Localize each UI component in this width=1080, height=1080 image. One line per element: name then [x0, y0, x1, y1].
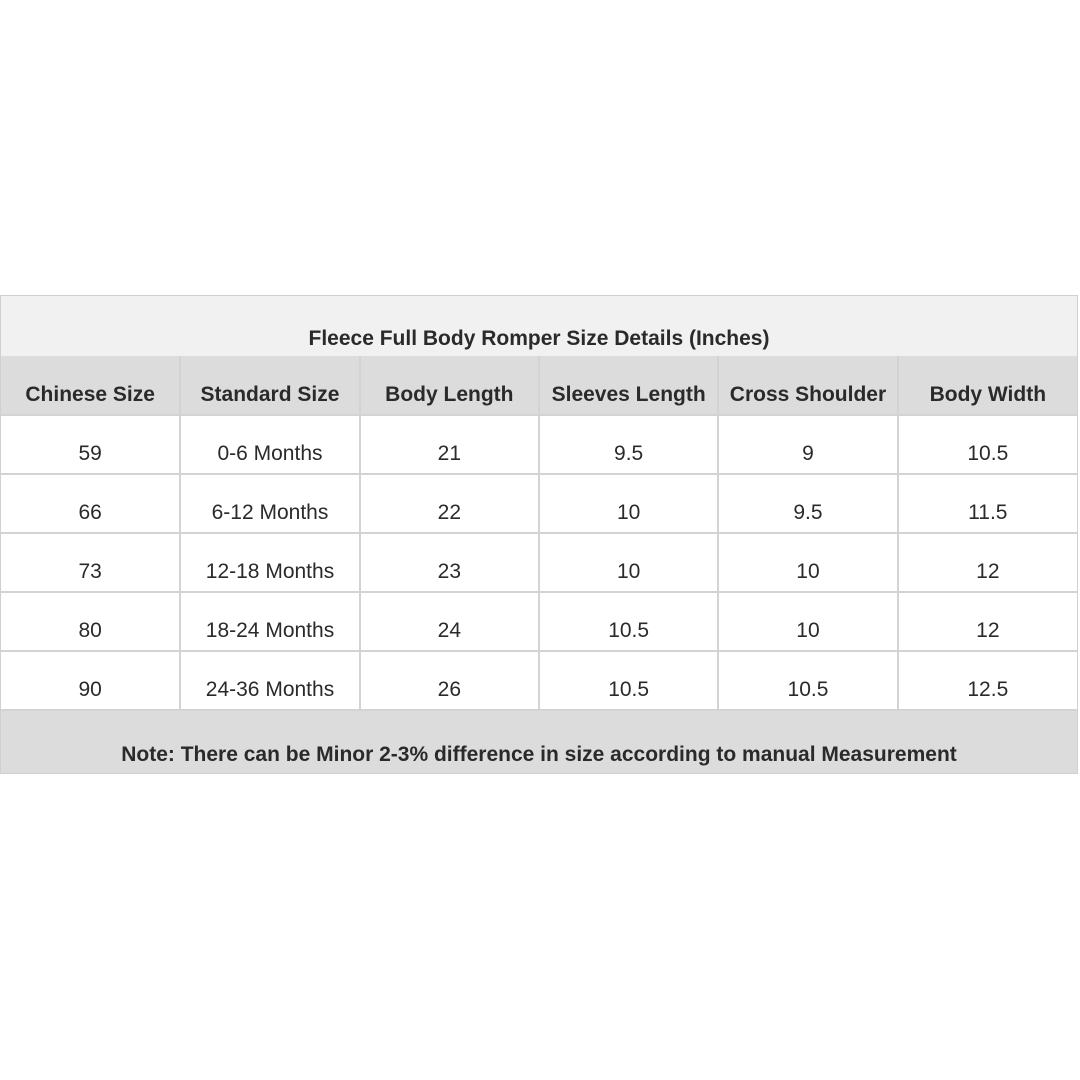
cell-standard-size: 24-36 Months: [180, 651, 359, 710]
column-header-chinese-size: Chinese Size: [1, 356, 180, 415]
size-chart: [0, 295, 1078, 774]
header-row: [1, 356, 1077, 415]
cell-body-width: 12: [898, 592, 1077, 651]
table-row: [1, 592, 1077, 651]
size-table: [1, 356, 1077, 711]
cell-body-length: 22: [360, 474, 539, 533]
cell-body-width: 11.5: [898, 474, 1077, 533]
cell-standard-size: 12-18 Months: [180, 533, 359, 592]
column-header-standard-size: Standard Size: [180, 356, 359, 415]
column-header-sleeves-length: Sleeves Length: [539, 356, 718, 415]
cell-sleeves-length: 9.5: [539, 415, 718, 474]
cell-body-width: 10.5: [898, 415, 1077, 474]
size-note: Note: There can be Minor 2-3% difference in size according to manual Measurement: [1, 711, 1077, 773]
cell-standard-size: 6-12 Months: [180, 474, 359, 533]
chart-title: Fleece Full Body Romper Size Details (Inches): [1, 296, 1077, 356]
cell-chinese-size: 73: [1, 533, 180, 592]
cell-standard-size: 0-6 Months: [180, 415, 359, 474]
table-row: [1, 533, 1077, 592]
cell-chinese-size: 90: [1, 651, 180, 710]
cell-sleeves-length: 10: [539, 533, 718, 592]
cell-cross-shoulder: 9.5: [718, 474, 897, 533]
cell-body-width: 12.5: [898, 651, 1077, 710]
cell-cross-shoulder: 10.5: [718, 651, 897, 710]
table-row: [1, 474, 1077, 533]
cell-sleeves-length: 10: [539, 474, 718, 533]
cell-body-length: 24: [360, 592, 539, 651]
cell-chinese-size: 80: [1, 592, 180, 651]
cell-body-width: 12: [898, 533, 1077, 592]
cell-body-length: 26: [360, 651, 539, 710]
cell-body-length: 21: [360, 415, 539, 474]
cell-body-length: 23: [360, 533, 539, 592]
cell-cross-shoulder: 10: [718, 533, 897, 592]
column-header-body-length: Body Length: [360, 356, 539, 415]
cell-chinese-size: 59: [1, 415, 180, 474]
cell-sleeves-length: 10.5: [539, 651, 718, 710]
column-header-cross-shoulder: Cross Shoulder: [718, 356, 897, 415]
cell-cross-shoulder: 9: [718, 415, 897, 474]
cell-chinese-size: 66: [1, 474, 180, 533]
table-row: [1, 651, 1077, 710]
table-row: [1, 415, 1077, 474]
column-header-body-width: Body Width: [898, 356, 1077, 415]
cell-sleeves-length: 10.5: [539, 592, 718, 651]
cell-standard-size: 18-24 Months: [180, 592, 359, 651]
cell-cross-shoulder: 10: [718, 592, 897, 651]
